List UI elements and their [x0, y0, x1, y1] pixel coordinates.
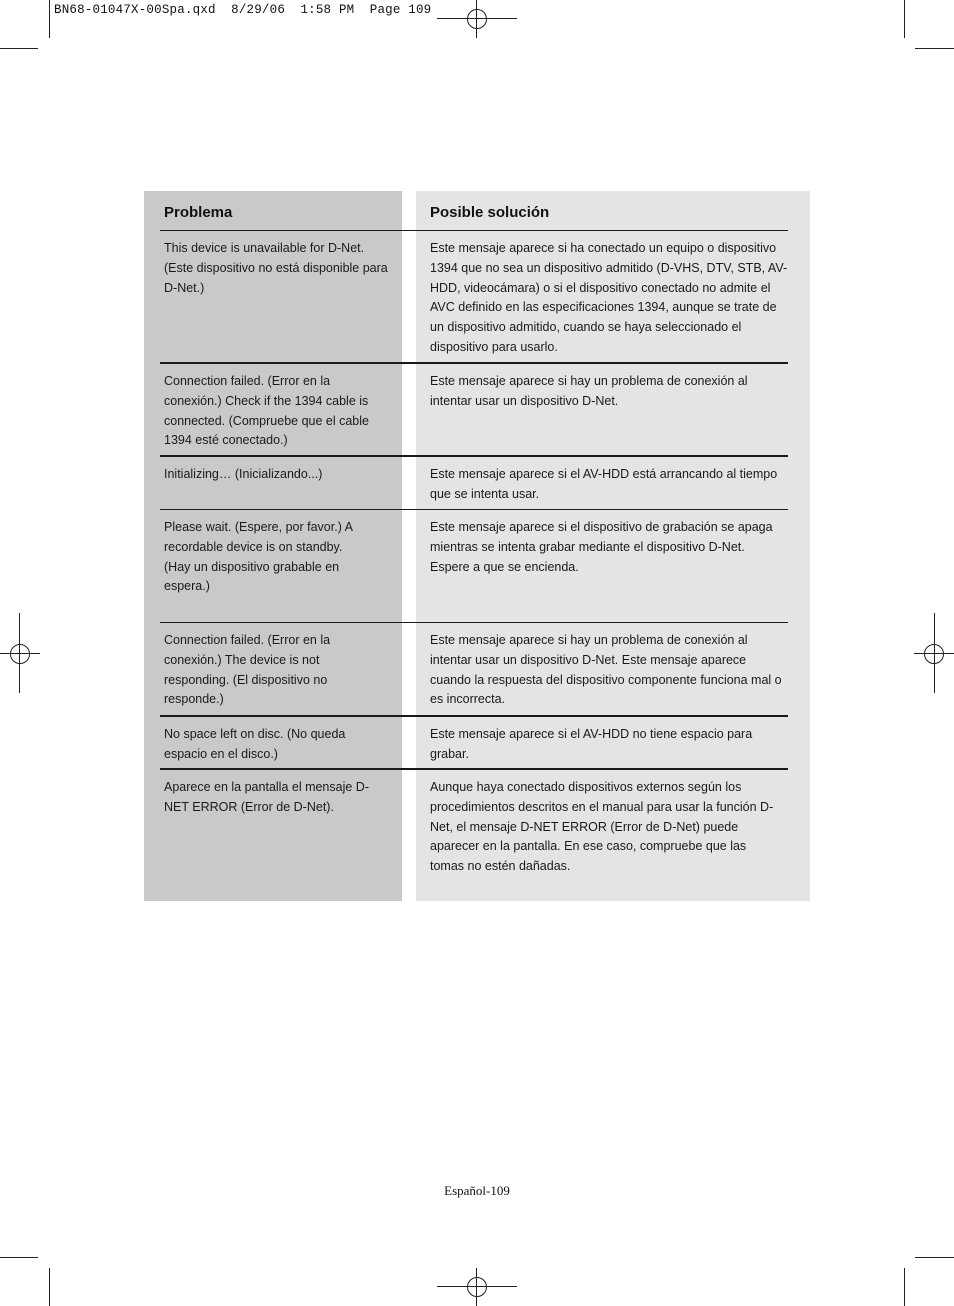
crop-mark-tl-h [0, 48, 38, 49]
page-number: Español-109 [444, 1183, 510, 1198]
row-divider-2 [160, 455, 788, 457]
crop-mark-bl-h [0, 1257, 38, 1258]
table-row-6-solution: Este mensaje aparece si el AV-HDD no tiene espacio para grabar. [430, 727, 753, 761]
crop-mark-tr-v [904, 0, 905, 38]
registration-mark-bottom-circle [467, 1277, 487, 1297]
registration-mark-top-circle [467, 9, 487, 29]
table-row-1-solution: Este mensaje aparece si ha conectado un equipo o dispositivo 1394 que no sea un dispositivo admitido (D-VHS, DTV, STB, AV-HDD, videocámara) o si el dispositivo conectado no admite el AVC definido en las especificaciones 1394, aunque se trate de un dispositivo admitido, cuando se haya seleccionado el dispositivo para usarlo. [430, 241, 788, 354]
table-row-2-problem: Connection failed. (Error en la conexión.) Check if the 1394 cable is connected. (Compruebe que el cable 1394 esté conectado.) [164, 374, 369, 448]
table-row-4-solution: Este mensaje aparece si el dispositivo de grabación se apaga mientras se intenta grabar mediante el dispositivo D-Net. Espere a que se encienda. [430, 520, 773, 574]
table-row-7-problem: Aparece en la pantalla el mensaje D-NET ERROR (Error de D-Net). [164, 780, 369, 814]
registration-mark-left-circle [10, 644, 30, 664]
table-row-3-solution: Este mensaje aparece si el AV-HDD está arrancando al tiempo que se intenta usar. [430, 467, 778, 501]
table-row-4-problem: Please wait. (Espere, por favor.) A recordable device is on standby. (Hay un dispositivo grabable en espera.) [164, 520, 353, 594]
header-divider [160, 230, 788, 231]
table-row-5-solution: Este mensaje aparece si hay un problema de conexión al intentar usar un dispositivo D-Net. Este mensaje aparece cuando la respuesta del dispositivo componente funciona mal o es incorrecta. [430, 633, 782, 707]
row-divider-3 [160, 509, 788, 510]
print-slug: BN68-01047X-00Spa.qxd 8/29/06 1:58 PM Page 109 [54, 3, 432, 17]
table-row-5-problem: Connection failed. (Error en la conexión.) The device is not responding. (El dispositivo no responde.) [164, 633, 331, 707]
crop-mark-br-h [915, 1257, 954, 1258]
row-divider-1 [160, 362, 788, 364]
registration-mark-right-circle [924, 644, 944, 664]
row-divider-4 [160, 622, 788, 623]
header-problem: Problema [164, 204, 233, 221]
table-row-6-problem: No space left on disc. (No queda espacio en el disco.) [164, 727, 346, 761]
table-row-7-solution: Aunque haya conectado dispositivos externos según los procedimientos descritos en el manual para usar la función D-Net, el mensaje D-NET ERROR (Error de D-Net) puede aparecer en la pantalla. En ese caso, compruebe que las tomas no estén dañadas. [430, 780, 774, 874]
crop-mark-br-v [904, 1268, 905, 1306]
crop-mark-tr-h [915, 48, 954, 49]
table-row-3-problem: Initializing… (Inicializando...) [164, 467, 323, 481]
table-row-2-solution: Este mensaje aparece si hay un problema de conexión al intentar usar un dispositivo D-Net. [430, 374, 748, 408]
header-solution: Posible solución [430, 204, 550, 221]
row-divider-5 [160, 715, 788, 717]
row-divider-6 [160, 768, 788, 770]
crop-mark-tl-v [49, 0, 50, 38]
crop-mark-bl-v [49, 1268, 50, 1306]
table-row-1-problem: This device is unavailable for D-Net. (Este dispositivo no está disponible para D-Net.) [164, 241, 388, 295]
